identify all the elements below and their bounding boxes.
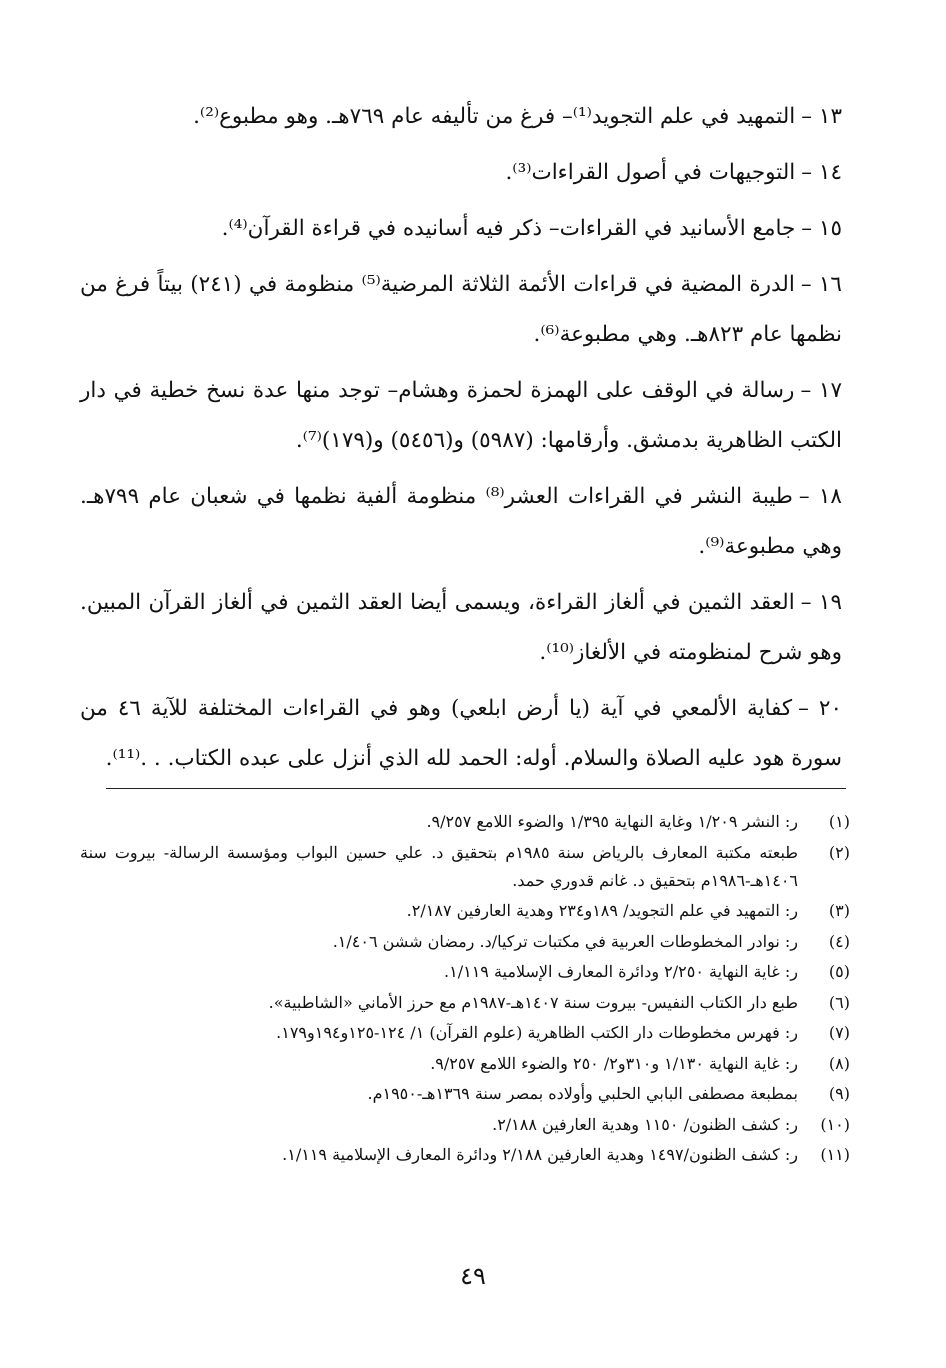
footnote-6 (80, 989, 850, 1017)
entry-text: طيبة النشر في القراءات العشر⁽⁸⁾ منظومة ألفية نظمها في شعبان عام ٧٩٩هـ. وهي مطبوعة⁽⁹⁾. (80, 484, 842, 559)
entry-17 (80, 366, 842, 466)
footnote-2 (80, 839, 850, 895)
footnote-number: (٩) (828, 1084, 850, 1103)
footnote-text: بمطبعة مصطفى البابي الحلبي وأولاده بمصر سنة ١٣٦٩هـ-١٩٥٠م. (367, 1084, 798, 1103)
entry-text: التوجيهات في أصول القراءات⁽³⁾. (505, 160, 796, 185)
footnote-text: طبعته مكتبة المعارف بالرياض سنة ١٩٨٥م بتحقيق د. علي حسين البواب ومؤسسة الرسالة- بيروت سنة ١٤٠٦هـ-١٩٨٦م بتحقيق د. غانم قدوري حمد. (80, 842, 799, 890)
footnote-number: (٣) (828, 901, 850, 920)
footnote-11 (80, 1141, 850, 1169)
entry-text: كفاية الألمعي في آية (يا أرض ابلعي) وهو في القراءات المختلفة للآية ٤٦ من سورة هود عليه الصلاة والسلام. أوله: الحمد لله الذي أنزل على عبده الكتاب. . .⁽¹¹⁾. (80, 696, 842, 771)
entries-list (80, 92, 842, 790)
footnote-5 (80, 958, 850, 986)
entry-number: ١٩ – (800, 590, 842, 615)
footnote-10 (80, 1111, 850, 1139)
entry-19 (80, 578, 842, 678)
page-number: ٤٩ (460, 1262, 486, 1290)
footnote-text: ر: التمهيد في علم التجويد/ ١٨٩و٢٣٤ وهدية العارفين ٢/١٨٧. (406, 901, 798, 920)
entry-number: ١٣ – (801, 104, 842, 129)
entry-15 (80, 204, 842, 254)
footnote-number: (١١) (820, 1145, 850, 1164)
footnote-1 (80, 808, 850, 836)
footnote-number: (٧) (828, 1023, 850, 1042)
footnote-text: ر: نوادر المخطوطات العربية في مكتبات تركيا/د. رمضان ششن ١/٤٠٦. (332, 931, 798, 951)
footnote-number: (٦) (828, 992, 850, 1012)
footnote-9 (80, 1080, 850, 1108)
footnote-number: (٢) (828, 842, 850, 862)
entry-text: التمهيد في علم التجويد⁽¹⁾– فرغ من تأليفه عام ٧٦٩هـ. وهو مطبوع⁽²⁾. (193, 104, 796, 129)
footnote-text: ر: كشف الظنون/ ١١٥٠ وهدية العارفين ٢/١٨٨. (492, 1114, 798, 1134)
entry-18 (80, 472, 842, 572)
entry-text: العقد الثمين في ألغاز القراءة، ويسمى أيضا العقد الثمين في ألغاز القرآن المبين. وهو شرح لمنظومته في الألغاز⁽¹⁰⁾. (80, 590, 842, 665)
entry-text: الدرة المضية في قراءات الأئمة الثلاثة المرضية⁽⁵⁾ منظومة في (٢٤١) بيتاً فرغ من نظمها عام ٨٢٣هـ. وهي مطبوعة⁽⁶⁾. (80, 272, 842, 347)
entry-number: ١٨ – (798, 484, 842, 509)
footnote-text: ر: كشف الظنون/١٤٩٧ وهدية العارفين ٢/١٨٨ ودائرة المعارف الإسلامية ١/١١٩. (282, 1145, 798, 1164)
footnote-7 (80, 1019, 850, 1047)
footnote-number: (٥) (828, 962, 850, 981)
footnote-number: (١) (828, 812, 850, 831)
footnote-number: (١٠) (820, 1114, 850, 1134)
entry-number: ١٤ – (801, 160, 842, 185)
footnote-text: طبع دار الكتاب النفيس- بيروت سنة ١٤٠٧هـ-١٩٨٧م مع حرز الأماني «الشاطبية». (268, 992, 798, 1012)
footnote-text: ر: النشر ١/٢٠٩ وغاية النهاية ١/٣٩٥ والضوء اللامع ٩/٢٥٧. (426, 812, 798, 831)
footnote-text: ر: غاية النهاية ٢/٢٥٠ ودائرة المعارف الإسلامية ١/١١٩. (444, 962, 798, 981)
footnote-4 (80, 928, 850, 956)
footnote-8 (80, 1050, 850, 1078)
entry-text: رسالة في الوقف على الهمزة لحمزة وهشام– توجد منها عدة نسخ خطية في دار الكتب الظاهرية بدمشق. وأرقامها: (٥٩٨٧) و(٥٤٥٦) و(١٧٩)⁽⁷⁾. (80, 378, 842, 453)
entry-16 (80, 260, 842, 360)
entry-text: جامع الأسانيد في القراءات– ذكر فيه أسانيده في قراءة القرآن⁽⁴⁾. (221, 216, 796, 241)
entry-number: ١٧ – (800, 378, 842, 403)
footnote-number: (٤) (828, 931, 850, 951)
entry-number: ٢٠ – (798, 696, 842, 721)
footnote-text: ر: غاية النهاية ١/١٣٠ و٣١٠و٢/ ٢٥٠ والضوء اللامع ٩/٢٥٧. (430, 1053, 798, 1073)
footnote-text: ر: فهرس مخطوطات دار الكتب الظاهرية (علوم القرآن) ١/ ١٢٤-١٢٥و١٩٤و١٧٩. (276, 1023, 798, 1042)
footnote-3 (80, 897, 850, 925)
entry-number: ١٦ – (800, 272, 842, 297)
entry-20 (80, 684, 842, 784)
footnotes-list (80, 808, 850, 1172)
footnote-separator (106, 788, 846, 789)
entry-13 (80, 92, 842, 142)
entry-number: ١٥ – (801, 216, 842, 241)
footnote-number: (٨) (828, 1053, 850, 1073)
entry-14 (80, 148, 842, 198)
